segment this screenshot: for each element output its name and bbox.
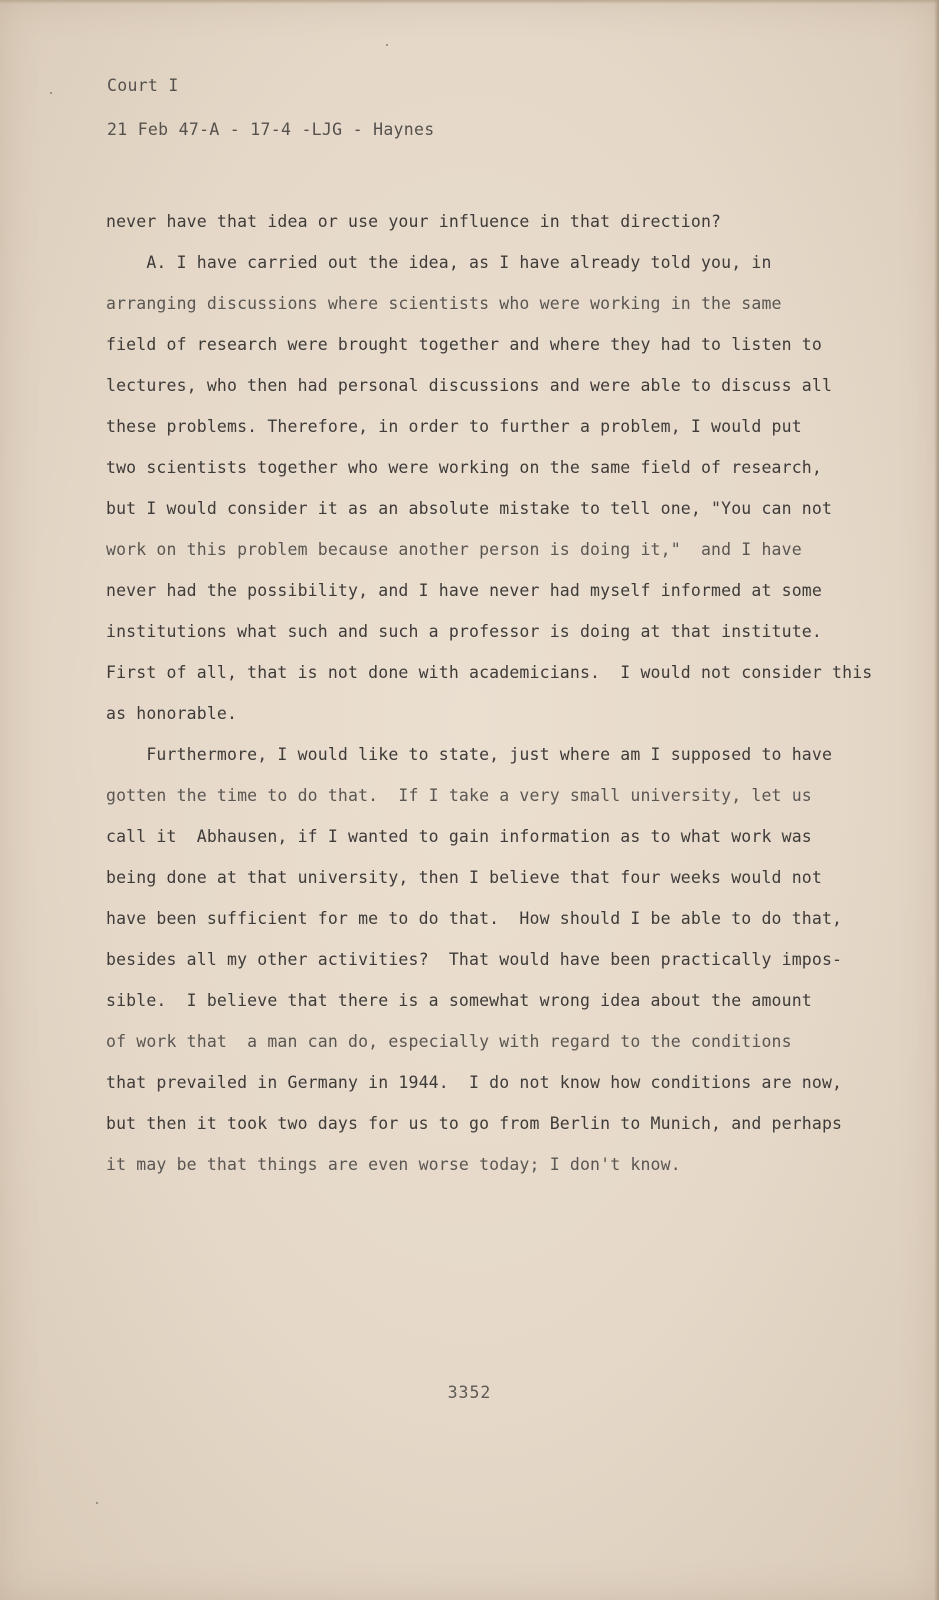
text-line: institutions what such and such a professor is doing at that institute. [106,622,822,641]
session-reference: 21 Feb 47-A - 17-4 -LJG - Haynes [107,120,435,139]
text-line: field of research were brought together and where they had to listen to [106,335,822,354]
text-line: never have that idea or use your influence in that direction? [106,212,722,231]
page-number: 3352 [447,1383,492,1402]
text-line: never had the possibility, and I have never had myself informed at some [106,581,822,600]
text-line: A. I have carried out the idea, as I have already told you, in [106,253,772,272]
paper-speck [96,1502,98,1504]
text-line: but then it took two days for us to go from Berlin to Munich, and perhaps [106,1114,843,1133]
text-line: arranging discussions where scientists who were working in the same [106,294,782,313]
text-line: gotten the time to do that. If I take a very small university, let us [106,786,812,805]
transcript-body [106,201,876,1185]
page-right-edge [934,0,939,1600]
paper-speck [386,44,388,46]
text-line: these problems. Therefore, in order to further a problem, I would put [106,417,802,436]
text-line: two scientists together who were working on the same field of research, [106,458,822,477]
page-top-edge [0,0,939,4]
text-line: but I would consider it as an absolute mistake to tell one, "You can not [106,499,833,518]
paper-speck [50,92,52,94]
court-label: Court I [107,76,179,95]
text-line: work on this problem because another person is doing it," and I have [106,540,802,559]
text-line: lectures, who then had personal discussions and were able to discuss all [106,376,833,395]
text-line: sible. I believe that there is a somewhat wrong idea about the amount [106,991,812,1010]
text-line: that prevailed in Germany in 1944. I do not know how conditions are now, [106,1073,843,1092]
text-line: Furthermore, I would like to state, just where am I supposed to have [106,745,833,764]
text-line: First of all, that is not done with academicians. I would not consider this [106,663,873,682]
text-line: being done at that university, then I believe that four weeks would not [106,868,822,887]
text-line: call it Abhausen, if I wanted to gain information as to what work was [106,827,812,846]
text-line: of work that a man can do, especially with regard to the conditions [106,1032,792,1051]
text-line: it may be that things are even worse today; I don't know. [106,1155,681,1174]
text-line: as honorable. [106,704,238,723]
text-line: have been sufficient for me to do that. How should I be able to do that, [106,909,843,928]
text-line: besides all my other activities? That would have been practically impos- [106,950,843,969]
